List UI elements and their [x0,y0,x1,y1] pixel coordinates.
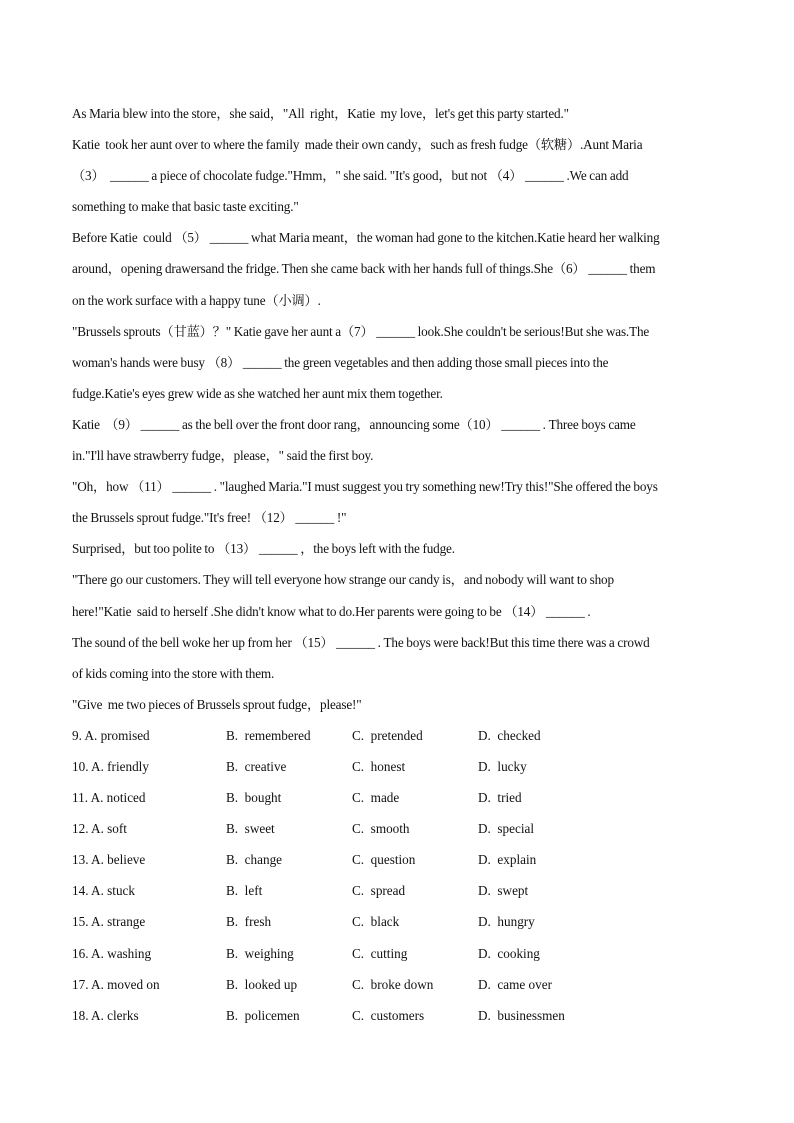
answer-options [72,720,724,1031]
option-c: C. spread [352,883,406,899]
question-18-options [72,1000,724,1031]
option-a: 15. A. strange [72,914,146,930]
question-12-options [72,813,724,844]
option-b: B. bought [226,790,282,806]
option-c: C. question [352,852,416,868]
passage-line: something to make that basic taste exciting." [72,199,299,215]
option-c: C. cutting [352,945,408,961]
passage-line: Katie （9） ______ as the bell over the front door rang，announcing some（10） ______ . Three boys came [72,416,636,432]
option-d: D. businessmen [478,1007,565,1023]
option-b: B. sweet [226,821,275,837]
passage-line: "Give me two pieces of Brussels sprout fudge，please!" [72,696,362,712]
passage-line: As Maria blew into the store，she said，"All right，Katie my love，let's get this party started." [72,106,569,121]
passage-line: of kids coming into the store with them. [72,665,275,681]
option-b: B. change [226,852,283,868]
passage-line: The sound of the bell woke her up from her （15） ______ . The boys were back!But this time there was a crowd [72,634,650,650]
option-d: D. came over [478,976,552,992]
option-b: B. fresh [226,914,272,930]
option-d: D. tried [478,790,522,806]
option-d: D. lucky [478,758,527,774]
option-b: B. creative [226,758,287,774]
option-c: C. broke down [352,976,434,992]
passage-line: Katie took her aunt over to where the family made their own candy，such as fresh fudge（软糖）.Aunt Maria [72,137,643,153]
option-b: B. looked up [226,976,298,992]
question-11-options [72,782,724,813]
passage-line: here!"Katie said to herself .She didn't know what to do.Her parents were going to be （14） ______ . [72,603,591,619]
option-a: 16. A. washing [72,945,152,961]
passage-line: "Oh，how （11） ______ . "laughed Maria."I must suggest you try something new!Try this!"She offered the boys [72,479,658,495]
option-a: 10. A. friendly [72,758,149,774]
option-d: D. hungry [478,914,535,930]
question-9-options [72,720,724,751]
option-a: 18. A. clerks [72,1007,139,1023]
question-16-options [72,938,724,969]
passage-line: "Brussels sprouts（甘蓝）？" Katie gave her aunt a（7） ______ look.She couldn't be serious!But she was.The [72,323,650,339]
option-b: B. remembered [226,727,311,743]
reading-passage [72,98,724,720]
option-c: C. smooth [352,821,410,837]
option-c: C. made [352,790,400,806]
option-a: 14. A. stuck [72,883,136,899]
passage-line: the Brussels sprout fudge."It's free! （12） ______ !" [72,510,347,526]
passage-line: "There go our customers. They will tell everyone how strange our candy is，and nobody will want to shop [72,572,614,588]
option-d: D. cooking [478,945,540,961]
option-b: B. left [226,883,263,899]
option-c: C. black [352,914,400,930]
passage-line: on the work surface with a happy tune（小调）. [72,292,321,308]
question-15-options [72,906,724,937]
option-b: B. policemen [226,1007,300,1023]
option-b: B. weighing [226,945,294,961]
option-d: D. special [478,821,535,837]
passage-line: around，opening drawersand the fridge. Then she came back with her hands full of things.She（6） ______ them [72,261,656,277]
passage-line: （3） ______ a piece of chocolate fudge."Hmm，" she said. "It's good，but not （4） ______ .We can add [72,168,629,184]
option-a: 17. A. moved on [72,976,160,992]
question-13-options [72,844,724,875]
option-d: D. swept [478,883,529,899]
option-c: C. honest [352,758,406,774]
option-a: 9. A. promised [72,727,150,743]
option-c: C. customers [352,1007,425,1023]
option-a: 13. A. believe [72,852,146,868]
option-c: C. pretended [352,727,423,743]
option-a: 12. A. soft [72,821,127,837]
passage-line: woman's hands were busy （8） ______ the green vegetables and then adding those small pieces into the [72,354,609,370]
passage-line: fudge.Katie's eyes grew wide as she watched her aunt mix them together. [72,385,443,401]
option-d: D. checked [478,727,541,743]
passage-line: Surprised，but too polite to （13） ______ ，the boys left with the fudge. [72,541,455,557]
option-d: D. explain [478,852,537,868]
document-page [72,98,724,1031]
question-14-options [72,875,724,906]
question-17-options [72,969,724,1000]
passage-line: Before Katie could （5） ______ what Maria meant，the woman had gone to the kitchen.Katie heard her walking [72,230,660,246]
option-a: 11. A. noticed [72,790,146,806]
passage-line: in."I'll have strawberry fudge，please，" said the first boy. [72,448,374,464]
question-10-options [72,751,724,782]
